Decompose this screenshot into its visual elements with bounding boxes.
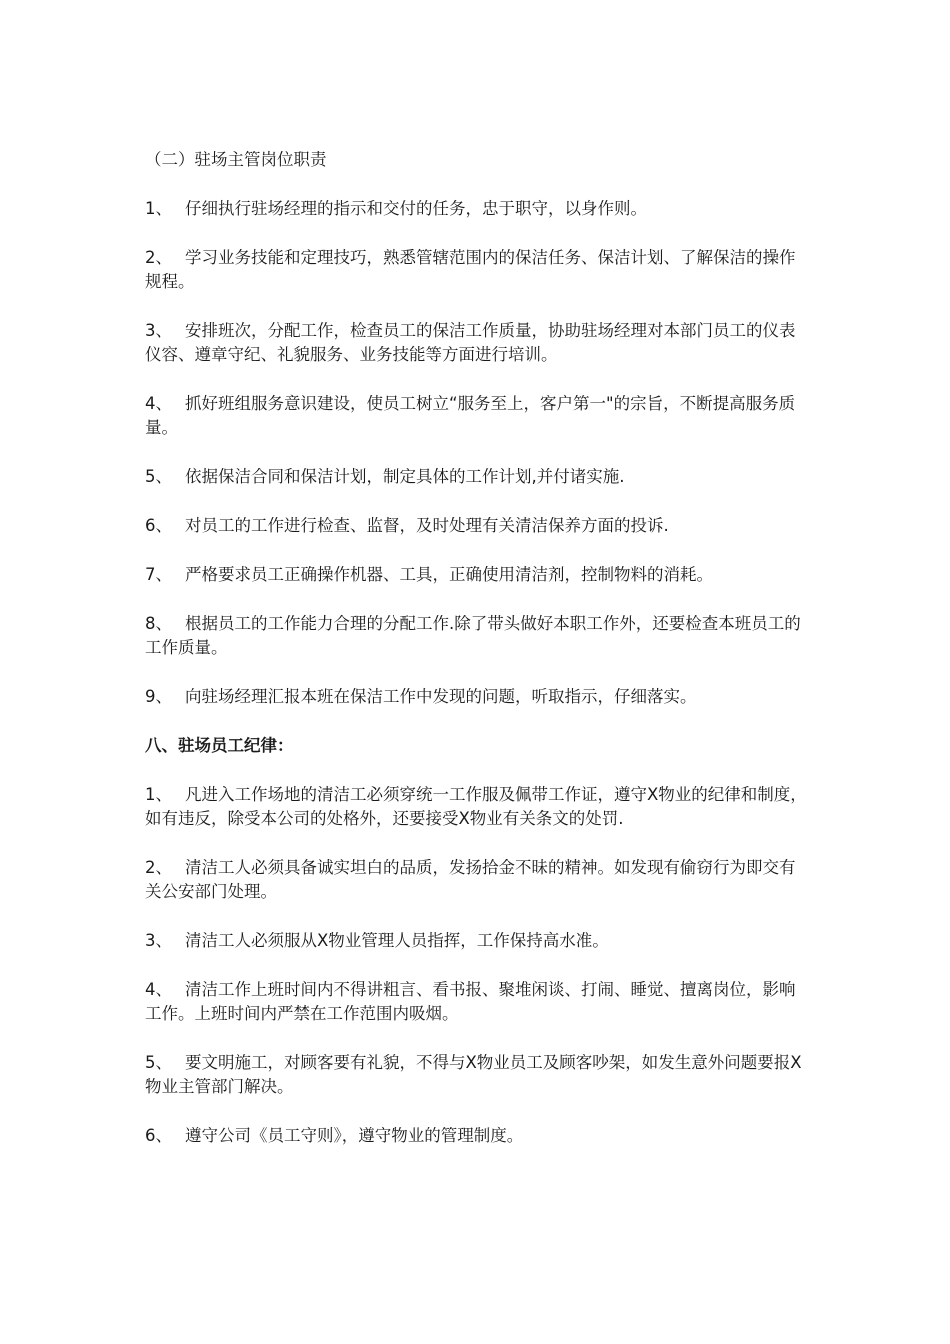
item-number: 6、 — [145, 1126, 172, 1145]
item-number: 2、 — [145, 858, 172, 877]
item-number: 6、 — [145, 516, 172, 535]
item-text: 向驻场经理汇报本班在保洁工作中发现的问题，听取指示，仔细落实。 — [185, 687, 697, 706]
section-supervisor-duties — [145, 148, 810, 709]
discipline-list — [145, 783, 810, 1148]
item-text: 清洁工人必须服从X物业管理人员指挥，工作保持高水准。 — [185, 931, 609, 950]
item-number: 3、 — [145, 931, 172, 950]
section-title: 八、驻场员工纪律： — [145, 736, 294, 755]
item-number: 5、 — [145, 467, 172, 486]
item-text: 凡进入工作场地的清洁工必须穿统一工作服及佩带工作证，遵守X物业的纪律和制度，如有违反，除受本公司的处格外，还要接受X物业有关条文的处罚. — [145, 785, 807, 828]
item-number: 7、 — [145, 565, 172, 584]
list-item — [145, 1124, 810, 1148]
item-text: 清洁工人必须具备诚实坦白的品质，发扬拾金不昧的精神。如发现有偷窃行为即交有关公安部门处理。 — [145, 858, 796, 901]
list-item — [145, 929, 810, 953]
item-text: 根据员工的工作能力合理的分配工作.除了带头做好本职工作外，还要检查本班员工的工作质量。 — [145, 614, 801, 657]
list-item — [145, 978, 810, 1026]
item-number: 1、 — [145, 199, 172, 218]
item-number: 3、 — [145, 321, 172, 340]
item-number: 4、 — [145, 394, 172, 413]
list-item — [145, 514, 810, 538]
list-item — [145, 197, 810, 221]
item-text: 抓好班组服务意识建设，使员工树立“服务至上，客户第一"的宗旨，不断提高服务质量。 — [145, 394, 796, 437]
item-text: 严格要求员工正确操作机器、工具，正确使用清洁剂，控制物料的消耗。 — [185, 565, 713, 584]
item-number: 2、 — [145, 248, 172, 267]
item-number: 4、 — [145, 980, 172, 999]
list-item — [145, 856, 810, 904]
item-text: 清洁工作上班时间内不得讲粗言、看书报、聚堆闲谈、打闹、睡觉、擅离岗位，影响工作。上班时间内严禁在工作范围内吸烟。 — [145, 980, 796, 1023]
item-text: 对员工的工作进行检查、监督，及时处理有关清洁保养方面的投诉. — [185, 516, 669, 535]
section-staff-discipline — [145, 734, 810, 1148]
list-item — [145, 319, 810, 367]
item-text: 仔细执行驻场经理的指示和交付的任务，忠于职守，以身作则。 — [185, 199, 647, 218]
list-item — [145, 563, 810, 587]
duty-list — [145, 197, 810, 709]
item-text: 遵守公司《员工守则》，遵守物业的管理制度。 — [185, 1126, 524, 1145]
item-text: 安排班次，分配工作，检查员工的保洁工作质量，协助驻场经理对本部门员工的仪表仪容、遵章守纪、礼貌服务、业务技能等方面进行培训。 — [145, 321, 796, 364]
list-item — [145, 612, 810, 660]
list-item — [145, 685, 810, 709]
list-item — [145, 1051, 810, 1099]
item-number: 9、 — [145, 687, 172, 706]
item-text: 依据保洁合同和保洁计划，制定具体的工作计划,并付诸实施. — [185, 467, 625, 486]
item-number: 8、 — [145, 614, 172, 633]
item-number: 1、 — [145, 785, 172, 804]
list-item — [145, 392, 810, 440]
item-number: 5、 — [145, 1053, 172, 1072]
list-item — [145, 246, 810, 294]
document-page — [145, 148, 810, 1173]
section-title: （二）驻场主管岗位职责 — [145, 150, 327, 169]
list-item — [145, 783, 810, 831]
item-text: 要文明施工，对顾客要有礼貌，不得与X物业员工及顾客吵架，如发生意外问题要报X物业主管部门解决。 — [145, 1053, 802, 1096]
item-text: 学习业务技能和定理技巧，熟悉管辖范围内的保洁任务、保洁计划、了解保洁的操作规程。 — [145, 248, 796, 291]
list-item — [145, 465, 810, 489]
